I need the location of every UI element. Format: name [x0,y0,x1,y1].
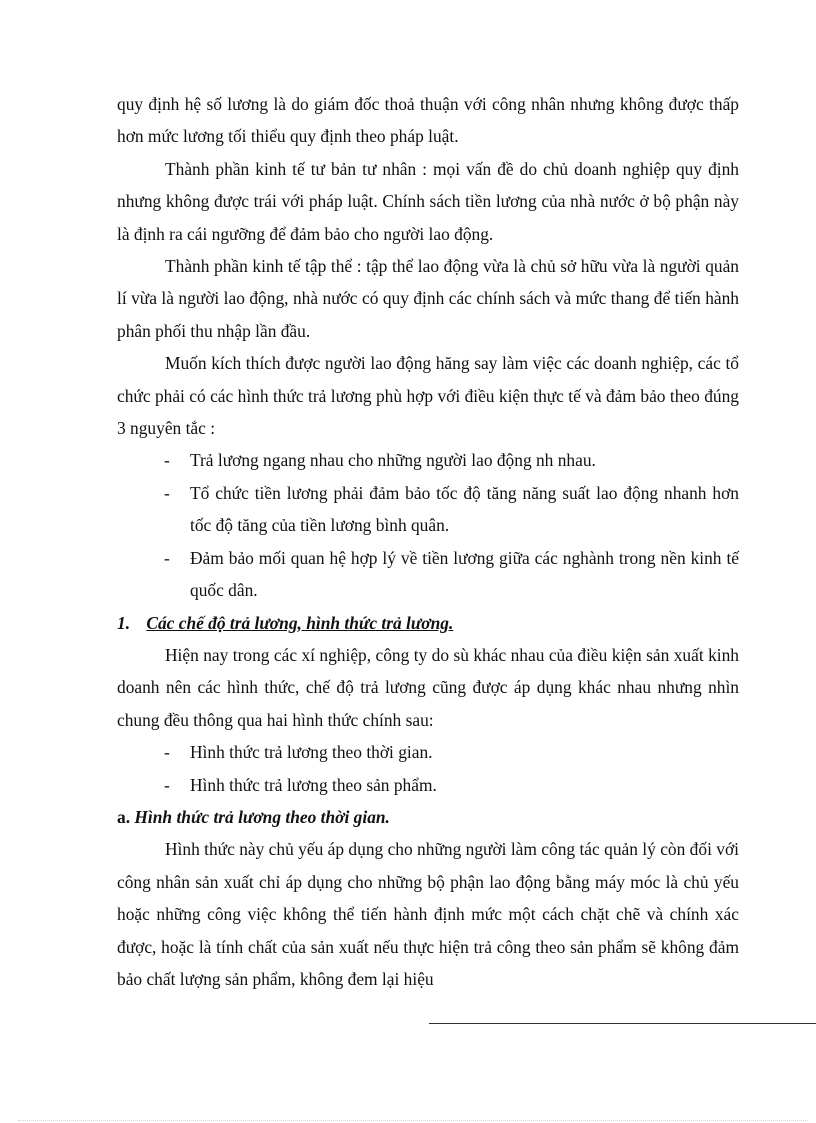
paragraph-3: Thành phần kinh tế tập thể : tập thể lao động vừa là chủ sở hữu vừa là người quản lí vừa là người lao động, nhà nước có quy định các chính sách và mức thang để tiến hành phân phối thu nhập lần đầu. [117,256,739,341]
subsection-heading-a [117,801,739,833]
list-item [117,769,739,801]
list-item [117,477,739,542]
bullet-dash: - [164,742,170,763]
list-item-text: Hình thức trả lương theo sản phẩm. [190,774,437,795]
list-item-text: Hình thức trả lương theo thời gian. [190,742,433,763]
bullet-dash: - [164,482,170,503]
paragraph-4: Muốn kích thích được người lao động hăng say làm việc các doanh nghiệp, các tổ chức phải có các hình thức trả lương phù hợp với điều kiện thực tế và đảm bảo theo đúng 3 nguyên tắc : [117,353,739,439]
bullet-dash: - [164,547,170,568]
paragraph-1: quy định hệ số lương là do giám đốc thoả thuận với công nhân nhưng không được thấp hơn mức lương tối thiểu quy định theo pháp luật. [117,94,739,147]
subsection-title: Hình thức trả lương theo thời gian. [134,806,390,827]
list-item [117,736,739,768]
section-title: Các chế độ trả lương, hình thức trả lương. [146,612,454,633]
paragraph-2: Thành phần kinh tế tư bản tư nhân : mọi vấn đề do chủ doanh nghiệp quy định nhưng không được trái với pháp luật. Chính sách tiền lương của nhà nước ở bộ phận này là định ra cái ngưỡng để đảm bảo cho người lao động. [117,158,739,244]
footer-divider [429,1023,816,1024]
section-heading-1 [117,607,739,639]
list-item [117,542,739,607]
section-number: 1. [117,612,131,633]
principles-list [117,444,739,606]
paragraph-5: Hiện nay trong các xí nghiệp, công ty do sù khác nhau của điều kiện sản xuất kinh doanh nên các hình thức, chế độ trả lương cũng được áp dụng khác nhau nhưng nhìn chung đều thông qua hai hình thức chính sau: [117,644,739,730]
list-item [117,444,739,476]
document-body [117,88,739,995]
paragraph-6: Hình thức này chủ yếu áp dụng cho những người làm công tác quản lý còn đối với công nhân sản xuất chỉ áp dụng cho những bộ phận lao động bằng máy móc là chủ yếu hoặc những công việc không thể tiến hành định mức một cách chặt chẽ và chính xác được, hoặc là tính chất của sản xuất nếu thực hiện trả công theo sản phẩm sẽ không đảm bảo chất lượng sản phẩm, không đem lại hiệu [117,839,739,989]
list-item-text: Trả lương ngang nhau cho những người lao động nh nhau. [190,450,596,471]
forms-list [117,736,739,801]
bullet-dash: - [164,774,170,795]
list-item-text: Tổ chức tiền lương phải đảm bảo tốc độ tăng năng suất lao động nhanh hơn tốc độ tăng của tiền lương bình quân. [190,482,739,536]
list-item-text: Đảm bảo mối quan hệ hợp lý về tiền lương giữa các nghành trong nền kinh tế quốc dân. [190,547,739,601]
subsection-label: a. [117,806,131,827]
bullet-dash: - [164,450,170,471]
page-bottom-border [18,1120,808,1121]
